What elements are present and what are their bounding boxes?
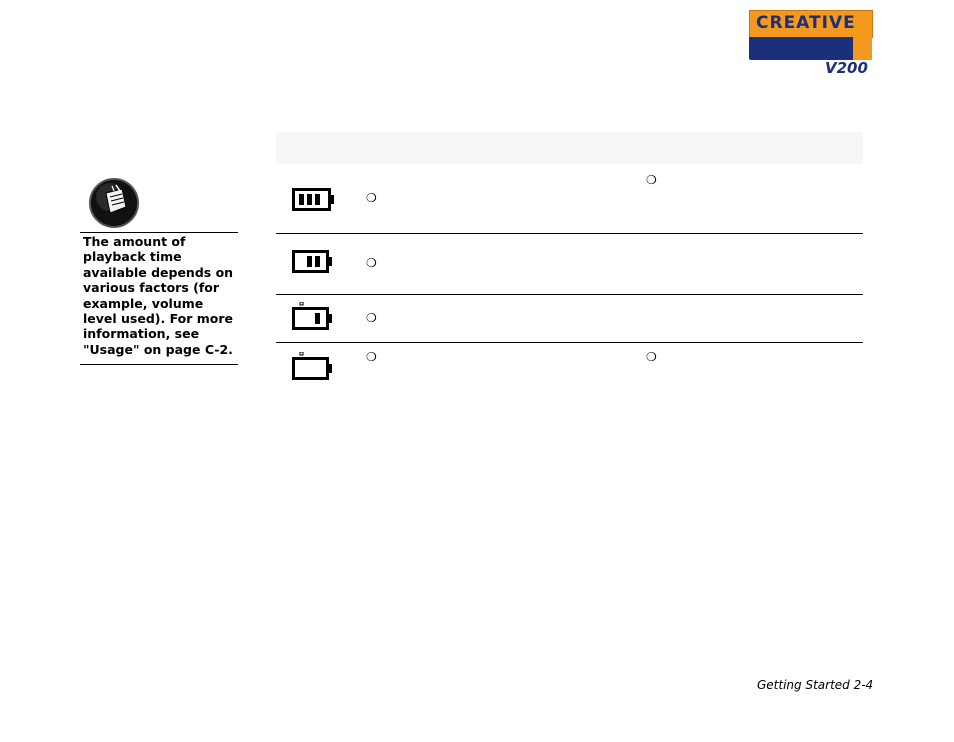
bullet-marker: ❍: [366, 311, 377, 325]
note-bottom-rule: [80, 364, 238, 365]
note-pen-icon: [88, 177, 140, 229]
row-divider: [276, 294, 863, 295]
logo-orange-band: [749, 10, 873, 38]
table-header-row: [276, 132, 863, 164]
bullet-marker: ❍: [366, 350, 377, 364]
bullet-marker: ❍: [366, 256, 377, 270]
page-footer-label: Getting Started 2-4: [757, 678, 874, 692]
logo-brand-text: CREATIVE: [756, 13, 856, 33]
note-text: The amount of playback time available depends on various factors (for example, volume level used). For more information, see "Usage" on page C-2.: [83, 234, 234, 357]
battery-two-thirds-icon: [292, 249, 336, 279]
bullet-marker: ❍: [366, 191, 377, 205]
row-divider: [276, 342, 863, 343]
creative-muvo-logo: [749, 10, 873, 85]
logo-product-text: MuVo: [763, 64, 822, 85]
bullet-marker: ❍: [646, 350, 657, 364]
logo-model-text: V200: [825, 59, 868, 77]
logo-orange-tail: [853, 37, 872, 60]
note-top-rule: [80, 232, 238, 233]
bullet-marker: ❍: [646, 173, 657, 187]
battery-empty-icon: [292, 352, 336, 386]
row-divider: [276, 233, 863, 234]
battery-full-icon: [292, 187, 336, 217]
battery-one-third-icon: [292, 302, 336, 336]
